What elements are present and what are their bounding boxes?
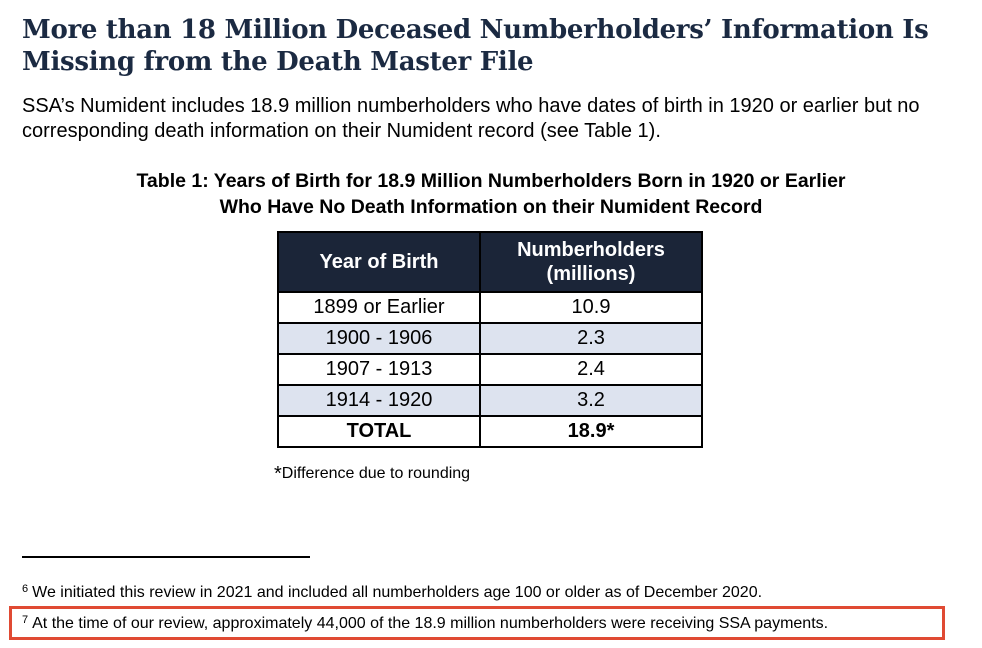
- header-numberholders: Numberholders (millions): [480, 232, 702, 292]
- heading-line-1: More than 18 Million Deceased Numberholders’ Information Is: [22, 15, 929, 45]
- table-row: [278, 323, 702, 354]
- cell-count: 2.3: [480, 323, 702, 354]
- table-note-text: Difference due to rounding: [281, 465, 471, 482]
- table-row: [278, 385, 702, 416]
- table-note: [274, 463, 470, 486]
- heading-line-2: Missing from the Death Master File: [22, 47, 534, 77]
- intro-paragraph: SSA’s Numident includes 18.9 million numberholders who have dates of birth in 1920 or earlier but no corresponding death information on their Numident record (see Table 1).: [22, 95, 920, 142]
- footnote-6: [22, 583, 762, 602]
- cell-year: 1899 or Earlier: [278, 292, 480, 323]
- table-total-row: [278, 416, 702, 447]
- caption-line-1: Table 1: Years of Birth for 18.9 Million Numberholders Born in 1920 or Earlier: [136, 170, 846, 192]
- section-heading: [22, 14, 962, 78]
- cell-year: 1914 - 1920: [278, 385, 480, 416]
- table-header-row: [278, 232, 702, 292]
- cell-count: 3.2: [480, 385, 702, 416]
- caption-line-2: Who Have No Death Information on their Numident Record: [219, 196, 763, 218]
- header-year-of-birth: Year of Birth: [278, 232, 480, 292]
- footnote-7: [22, 614, 828, 633]
- total-label: TOTAL: [278, 416, 480, 447]
- asterisk: *: [274, 463, 282, 485]
- footnote-number: 7: [22, 614, 29, 626]
- table-row: [278, 292, 702, 323]
- table-caption: [0, 168, 982, 220]
- cell-count: 10.9: [480, 292, 702, 323]
- cell-count: 2.4: [480, 354, 702, 385]
- footnote-separator: [22, 556, 310, 558]
- cell-year: 1907 - 1913: [278, 354, 480, 385]
- footnote-number: 6: [22, 583, 29, 595]
- total-value: 18.9*: [480, 416, 702, 447]
- birth-year-table: [277, 231, 703, 448]
- footnote-text: We initiated this review in 2021 and included all numberholders age 100 or older as of December 2020.: [32, 584, 763, 601]
- footnote-text: At the time of our review, approximately 44,000 of the 18.9 million numberholders were receiving SSA payments.: [32, 615, 829, 632]
- cell-year: 1900 - 1906: [278, 323, 480, 354]
- table-row: [278, 354, 702, 385]
